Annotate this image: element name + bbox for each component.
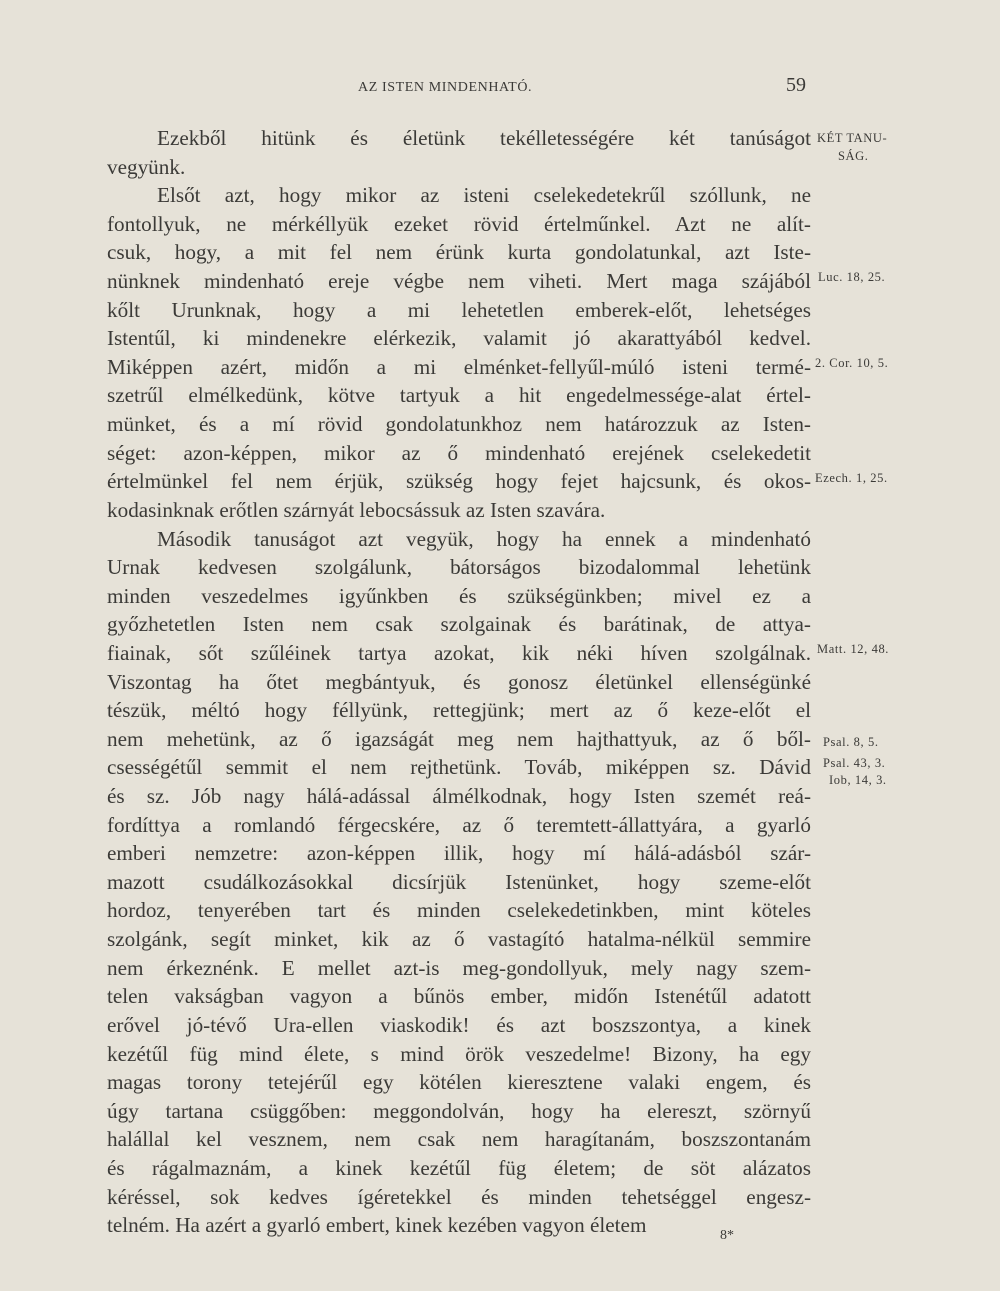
margin-note-psal-8: Psal. 8, 5.: [823, 735, 879, 749]
margin-note-ket-tanu: KÉT TANU-: [817, 131, 888, 145]
text-line: Miképpen azért, midőn a mi elménket-fellyűl-múló isteni termé-: [107, 354, 811, 379]
page-number: 59: [786, 74, 806, 96]
text-line: telen vakságban vagyon a bűnös ember, midőn Istenétűl adatott: [107, 984, 811, 1009]
margin-note-matt: Matt. 12, 48.: [817, 642, 890, 656]
text-line: halállal kel vesznem, nem csak nem haragítanám, boszszontanám: [107, 1127, 811, 1152]
text-line: Viszontag ha őtet megbántyuk, és gonosz életünkel ellenségünké: [107, 669, 811, 694]
text-line: nem érkeznénk. E mellet azt-is meg-gondollyuk, mely nagy szem-: [107, 955, 811, 980]
text-line: fordíttya a romlandó férgecskére, az ő teremtett-állattyára, a gyarló: [107, 812, 811, 837]
text-line: magas torony tetejérűl egy kötélen kieresztene valaki engem, és: [107, 1070, 811, 1095]
margin-note-ezech: Ezech. 1, 25.: [815, 471, 888, 485]
text-line: szolgánk, segít minket, kik az ő vastagító hatalma-nélkül semmire: [107, 927, 811, 952]
text-line: fiainak, sőt szűléinek tartya azokat, kik néki híven szolgálnak.: [107, 640, 811, 665]
text-line: nem mehetünk, az ő igazságát meg nem hajthattyuk, az ő ből-: [107, 726, 811, 751]
signature-mark: 8*: [720, 1228, 734, 1243]
body-text: [107, 124, 811, 1240]
text-line: mazott csudálkozásokkal dicsírjük Istenünket, hogy szeme-előt: [107, 869, 811, 894]
text-line: kodasinknak erőtlen szárnyát lebocsássuk az Isten szavára.: [107, 497, 606, 522]
text-line: Istentűl, ki mindenekre elérkezik, valamit jó akarattyából kedvel.: [107, 326, 811, 351]
text-line: kezétűl füg mind élete, s mind örök veszedelme! Bizony, ha egy: [107, 1041, 811, 1066]
text-line: úgy tartana csüggőben: meggondolván, hogy ha elereszt, szörnyű: [107, 1098, 811, 1123]
text-line: Elsőt azt, hogy mikor az isteni cselekedetekrűl szóllunk, ne: [157, 183, 811, 208]
margin-note-sag: SÁG.: [838, 149, 869, 163]
text-line: erővel jó-tévő Ura-ellen viaskodik! és azt boszszontya, a kinek: [107, 1012, 811, 1037]
text-line: fontollyuk, ne mérkéllyük ezeket rövid értelműnkel. Azt ne alít-: [107, 211, 811, 236]
text-line: kéréssel, sok kedves ígéretekkel és minden tehetséggel engesz-: [107, 1184, 811, 1209]
text-line: csességétűl semmit el nem rejthetünk. Továb, miképpen sz. Dávid: [107, 755, 811, 780]
text-line: értelmünkel fel nem érjük, szükség hogy fejet hajcsunk, és okos-: [107, 469, 811, 494]
text-line: minden veszedelmes igyűnkben és szükségünkben; mivel ez a: [107, 583, 811, 608]
text-line: telném. Ha azért a gyarló embert, kinek kezében vagyon életem: [107, 1213, 647, 1238]
text-line: Második tanuságot azt vegyük, hogy ha ennek a mindenható: [157, 526, 811, 551]
text-line: tészük, méltó hogy féllyünk, rettegjünk; mert az ő keze-előt el: [107, 698, 811, 723]
text-line: és sz. Jób nagy hálá-adással álmélkodnak, hogy Isten szemét reá-: [107, 784, 811, 809]
text-line: győzhetetlen Isten nem csak szolgainak és barátinak, de attya-: [107, 612, 811, 637]
text-line: és rágalmaznám, a kinek kezétűl füg életem; de söt alázatos: [107, 1155, 811, 1180]
margin-note-cor: 2. Cor. 10, 5.: [815, 356, 889, 370]
margin-note-psal-43: Psal. 43, 3.: [823, 756, 886, 770]
text-line: séget: azon-képpen, mikor az ő mindenható erejének cselekedetit: [107, 440, 811, 465]
text-line: vegyünk.: [107, 154, 186, 179]
text-line: hordoz, tenyerében tart és minden cselekedetinkben, mint köteles: [107, 898, 811, 923]
text-line: Urnak kedvesen szolgálunk, bátorságos bizodalommal lehetünk: [107, 555, 811, 580]
text-line: kőlt Urunknak, hogy a mi lehetetlen emberek-előt, lehetséges: [107, 297, 811, 322]
text-line: szetrűl elmélkedünk, kötve tartyuk a hit engedelmessége-alat értel-: [107, 383, 811, 408]
margin-note-iob: Iob, 14, 3.: [829, 773, 887, 787]
text-line: csuk, hogy, a mit fel nem érünk kurta gondolatunkal, azt Iste-: [107, 240, 811, 265]
text-line: emberi nemzetre: azon-képpen illik, hogy mí hálá-adásból szár-: [107, 841, 811, 866]
text-line: nünknek mindenható ereje végbe nem viheti. Mert maga szájából: [107, 269, 811, 294]
margin-note-luc: Luc. 18, 25.: [818, 270, 886, 284]
text-line: Ezekből hitünk és életünk tekélletességére két tanúságot: [157, 126, 811, 150]
running-head: AZ ISTEN MINDENHATÓ.: [358, 80, 533, 95]
text-line: münket, és a mí rövid gondolatunkhoz nem határozzuk az Isten-: [107, 412, 811, 437]
